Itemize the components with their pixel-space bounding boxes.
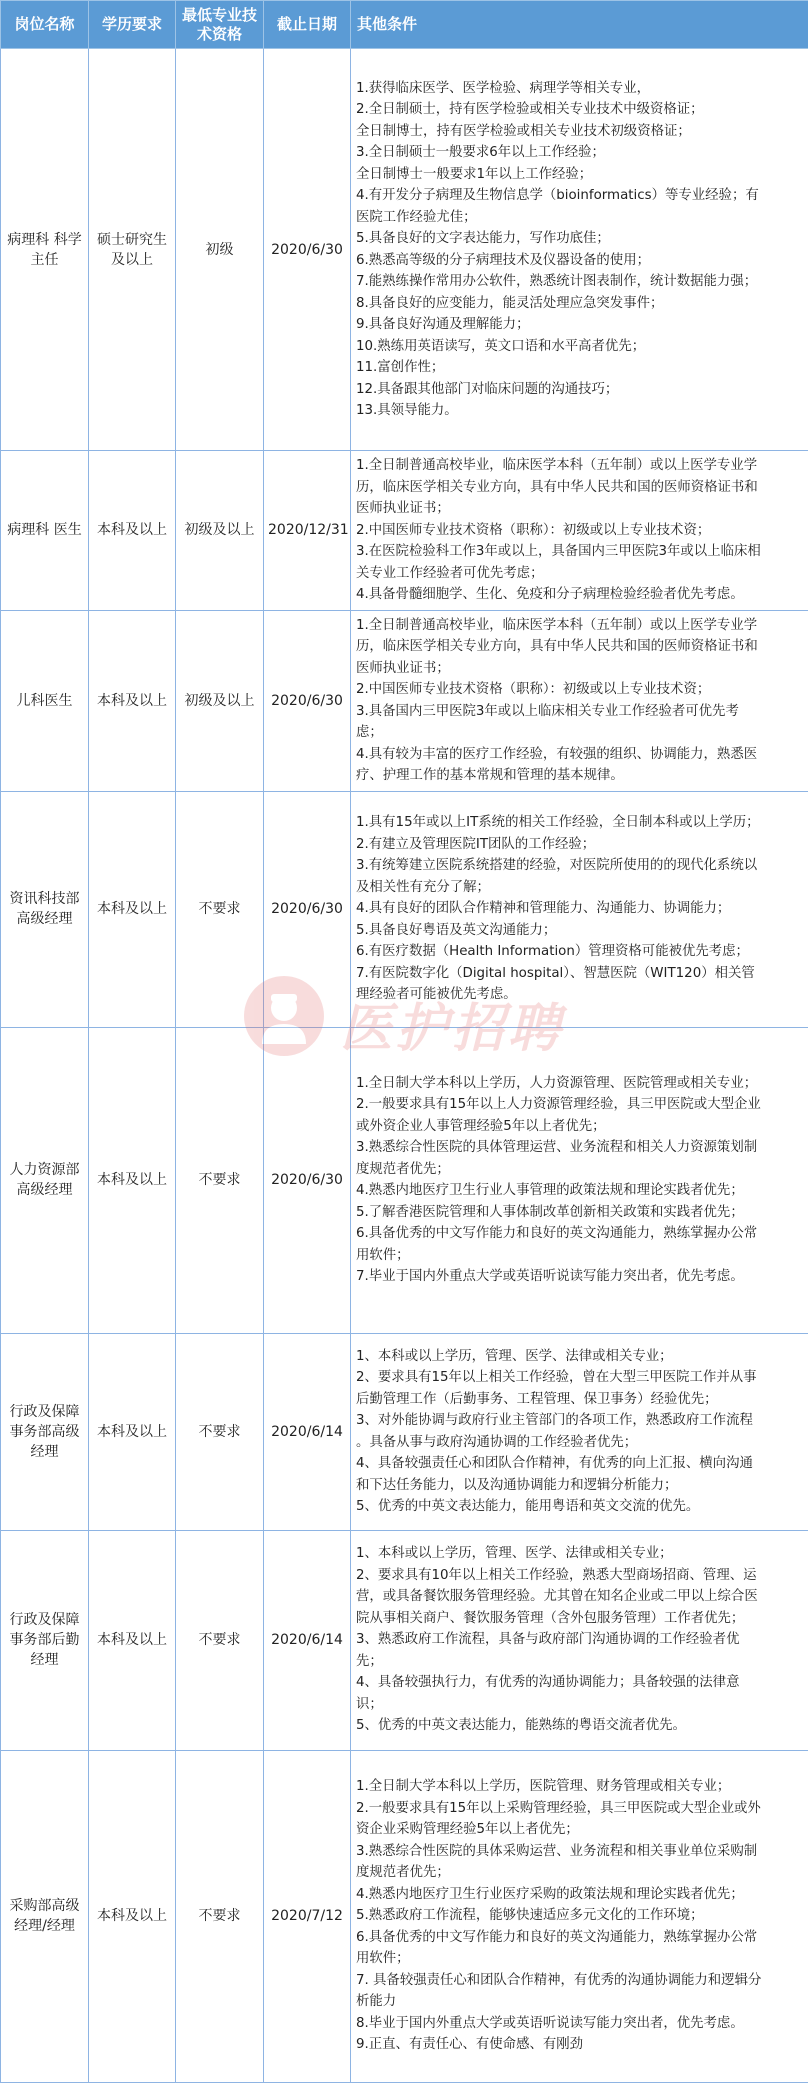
condition-line: 4.熟悉内地医疗卫生行业医疗采购的政策法规和理论实践者优先； [356,1884,803,1906]
header-education: 学历要求 [89,1,176,49]
condition-line: 医师执业证书； [356,498,803,520]
condition-line: 2.有建立及管理医院IT团队的工作经验； [356,834,803,856]
condition-line: 1.全日制普通高校毕业，临床医学本科（五年制）或以上医学专业学 [356,455,803,477]
table-row [1,791,808,1027]
cell-position: 人力资源部高级经理 [1,1027,89,1333]
condition-line: 识； [356,1694,803,1716]
condition-line: 5、优秀的中英文表达能力，能熟练的粤语交流者优先。 [356,1715,803,1737]
cell-conditions [351,451,808,611]
condition-line: 3.熟悉综合性医院的具体管理运营、业务流程和相关人力资源策划制 [356,1137,803,1159]
cell-education: 本科及以上 [89,791,176,1027]
condition-line: 5.了解香港医院管理和人事体制改革创新相关政策和实践者优先； [356,1202,803,1224]
condition-line: 3、对外能协调与政府行业主管部门的各项工作，熟悉政府工作流程 [356,1410,803,1432]
condition-line: 7. 具备较强责任心和团队合作精神，有优秀的沟通协调能力和逻辑分 [356,1970,803,1992]
condition-line: 2.中国医师专业技术资格（职称）：初级或以上专业技术资； [356,520,803,542]
cell-qualification: 不要求 [176,1750,264,2082]
condition-line: 先； [356,1651,803,1673]
cell-education: 本科及以上 [89,1530,176,1750]
condition-line: 及相关性有充分了解； [356,877,803,899]
table-row [1,1750,808,2082]
cell-position: 资讯科技部高级经理 [1,791,89,1027]
condition-line: 1、本科或以上学历，管理、医学、法律或相关专业； [356,1346,803,1368]
condition-line: 关专业工作经验者可优先考虑； [356,563,803,585]
condition-line: 营，或具备餐饮服务管理经验。尤其曾在知名企业或二甲以上综合医 [356,1586,803,1608]
condition-line: 度规范者优先； [356,1862,803,1884]
condition-line: 12.具备跟其他部门对临床问题的沟通技巧； [356,379,803,401]
condition-line: 和下达任务能力，以及沟通协调能力和逻辑分析能力； [356,1475,803,1497]
condition-line: 疗、护理工作的基本常规和管理的基本规律。 [356,765,803,787]
cell-position: 病理科 科学主任 [1,49,89,451]
cell-deadline: 2020/6/30 [264,49,351,451]
condition-line: 9.正直、有责任心、有使命感、有刚劲 [356,2034,803,2056]
condition-line: 2.全日制硕士，持有医学检验或相关专业技术中级资格证； [356,99,803,121]
condition-line: 5.熟悉政府工作流程，能够快速适应多元文化的工作环境； [356,1905,803,1927]
condition-line: 2、要求具有10年以上相关工作经验，熟悉大型商场招商、管理、运 [356,1565,803,1587]
cell-position: 儿科医生 [1,610,89,791]
condition-line: 9.具备良好沟通及理解能力； [356,314,803,336]
condition-line: 1.获得临床医学、医学检验、病理学等相关专业， [356,78,803,100]
cell-conditions [351,1027,808,1333]
condition-line: 6.有医疗数据（Health Information）管理资格可能被优先考虑； [356,941,803,963]
condition-line: 5.具备良好的文字表达能力，写作功底佳； [356,228,803,250]
condition-line: 4.具备骨髓细胞学、生化、免疫和分子病理检验经验者优先考虑。 [356,584,803,606]
condition-line: 3.全日制硕士一般要求6年以上工作经验； [356,142,803,164]
condition-line: 2.中国医师专业技术资格（职称）：初级或以上专业技术资； [356,679,803,701]
table-body [1,49,808,2083]
cell-position: 采购部高级经理/经理 [1,1750,89,2082]
cell-qualification: 不要求 [176,1027,264,1333]
condition-line: 2、要求具有15年以上相关工作经验，曾在大型三甲医院工作并从事 [356,1367,803,1389]
cell-position: 病理科 医生 [1,451,89,611]
condition-line: 2.一般要求具有15年以上采购管理经验，具三甲医院或大型企业或外 [356,1798,803,1820]
cell-deadline: 2020/6/30 [264,610,351,791]
condition-line: 5、优秀的中英文表达能力，能用粤语和英文交流的优先。 [356,1496,803,1518]
cell-conditions [351,1333,808,1530]
watermark-text: 医护招聘 [340,986,564,1061]
condition-line: 3.熟悉综合性医院的具体采购运营、业务流程和相关事业单位采购制 [356,1841,803,1863]
condition-line: 用软件； [356,1948,803,1970]
cell-qualification: 不要求 [176,791,264,1027]
cell-qualification: 初级 [176,49,264,451]
cell-education: 硕士研究生及以上 [89,49,176,451]
cell-education: 本科及以上 [89,1750,176,2082]
condition-line: 3.在医院检验科工作3年或以上，具备国内三甲医院3年或以上临床相 [356,541,803,563]
condition-line: 1.具有15年或以上IT系统的相关工作经验，全日制本科或以上学历； [356,812,803,834]
condition-line: 医师执业证书； [356,658,803,680]
table-row [1,1027,808,1333]
cell-qualification: 不要求 [176,1530,264,1750]
condition-line: 后勤管理工作（后勤事务、工程管理、保卫事务）经验优先； [356,1389,803,1411]
table-row [1,1530,808,1750]
condition-line: 11.富创作性； [356,357,803,379]
cell-conditions [351,791,808,1027]
cell-position: 行政及保障事务部后勤经理 [1,1530,89,1750]
condition-line: 1.全日制普通高校毕业，临床医学本科（五年制）或以上医学专业学 [356,615,803,637]
condition-line: 5.具备良好粤语及英文沟通能力； [356,920,803,942]
condition-line: 7.能熟练操作常用办公软件，熟悉统计图表制作，统计数据能力强； [356,271,803,293]
condition-line: 13.具领导能力。 [356,400,803,422]
cell-qualification: 不要求 [176,1333,264,1530]
condition-line: 8.毕业于国内外重点大学或英语听说读写能力突出者，优先考虑。 [356,2013,803,2035]
condition-line: 1.全日制大学本科以上学历，医院管理、财务管理或相关专业； [356,1776,803,1798]
condition-line: 8.具备良好的应变能力，能灵活处理应急突发事件； [356,293,803,315]
condition-line: 4.熟悉内地医疗卫生行业人事管理的政策法规和理论实践者优先； [356,1180,803,1202]
condition-line: 历，临床医学相关专业方向，具有中华人民共和国的医师资格证书和 [356,636,803,658]
cell-deadline: 2020/6/14 [264,1530,351,1750]
cell-deadline: 2020/6/30 [264,1027,351,1333]
header-qualification: 最低专业技术资格 [176,1,264,49]
condition-line: 度规范者优先； [356,1159,803,1181]
condition-line: 或外资企业人事管理经验5年以上者优先； [356,1116,803,1138]
cell-conditions [351,1530,808,1750]
condition-line: 虑； [356,722,803,744]
cell-qualification: 初级及以上 [176,451,264,611]
table-row [1,49,808,451]
cell-conditions [351,49,808,451]
condition-line: 3、熟悉政府工作流程，具备与政府部门沟通协调的工作经验者优 [356,1629,803,1651]
condition-line: 全日制博士，持有医学检验或相关专业技术初级资格证； [356,121,803,143]
header-conditions: 其他条件 [351,1,808,49]
condition-line: 1、本科或以上学历，管理、医学、法律或相关专业； [356,1543,803,1565]
condition-line: 。具备从事与政府沟通协调的工作经验者优先； [356,1432,803,1454]
table-row [1,1333,808,1530]
condition-line: 用软件； [356,1245,803,1267]
condition-line: 4、具备较强执行力，有优秀的沟通协调能力；具备较强的法律意 [356,1672,803,1694]
condition-line: 医院工作经验尤佳； [356,207,803,229]
cell-education: 本科及以上 [89,1027,176,1333]
condition-line: 析能力 [356,1991,803,2013]
cell-education: 本科及以上 [89,1333,176,1530]
condition-line: 2.一般要求具有15年以上人力资源管理经验，具三甲医院或大型企业 [356,1094,803,1116]
condition-line: 1.全日制大学本科以上学历，人力资源管理、医院管理或相关专业； [356,1073,803,1095]
condition-line: 10.熟练用英语读写，英文口语和水平高者优先； [356,336,803,358]
condition-line: 全日制博士一般要求1年以上工作经验； [356,164,803,186]
cell-deadline: 2020/12/31 [264,451,351,611]
condition-line: 院从事相关商户、餐饮服务管理（含外包服务管理）工作者优先； [356,1608,803,1630]
condition-line: 4、具备较强责任心和团队合作精神，有优秀的向上汇报、横向沟通 [356,1453,803,1475]
condition-line: 7.毕业于国内外重点大学或英语听说读写能力突出者，优先考虑。 [356,1266,803,1288]
condition-line: 4.有开发分子病理及生物信息学（bioinformatics）等专业经验；有 [356,185,803,207]
header-deadline: 截止日期 [264,1,351,49]
cell-qualification: 初级及以上 [176,610,264,791]
condition-line: 3.有统筹建立医院系统搭建的经验，对医院所使用的的现代化系统以 [356,855,803,877]
condition-line: 6.熟悉高等级的分子病理技术及仪器设备的使用； [356,250,803,272]
cell-deadline: 2020/6/14 [264,1333,351,1530]
condition-line: 4.具有良好的团队合作精神和管理能力、沟通能力、协调能力； [356,898,803,920]
cell-education: 本科及以上 [89,610,176,791]
cell-conditions [351,610,808,791]
condition-line: 理经验者可能被优先考虑。 [356,984,803,1006]
condition-line: 3.具备国内三甲医院3年或以上临床相关专业工作经验者可优先考 [356,701,803,723]
table-header-row [1,1,808,49]
table-row [1,451,808,611]
table-row [1,610,808,791]
condition-line: 4.具有较为丰富的医疗工作经验，有较强的组织、协调能力，熟悉医 [356,744,803,766]
condition-line: 7.有医院数字化（Digital hospital）、智慧医院（WIT120）相关管 [356,963,803,985]
cell-conditions [351,1750,808,2082]
cell-deadline: 2020/6/30 [264,791,351,1027]
cell-deadline: 2020/7/12 [264,1750,351,2082]
condition-line: 6.具备优秀的中文写作能力和良好的英文沟通能力，熟练掌握办公常 [356,1223,803,1245]
condition-line: 资企业采购管理经验5年以上者优先； [356,1819,803,1841]
condition-line: 6.具备优秀的中文写作能力和良好的英文沟通能力，熟练掌握办公常 [356,1927,803,1949]
cell-position: 行政及保障事务部高级经理 [1,1333,89,1530]
condition-line: 历，临床医学相关专业方向，具有中华人民共和国的医师资格证书和 [356,477,803,499]
cell-education: 本科及以上 [89,451,176,611]
header-position: 岗位名称 [1,1,89,49]
